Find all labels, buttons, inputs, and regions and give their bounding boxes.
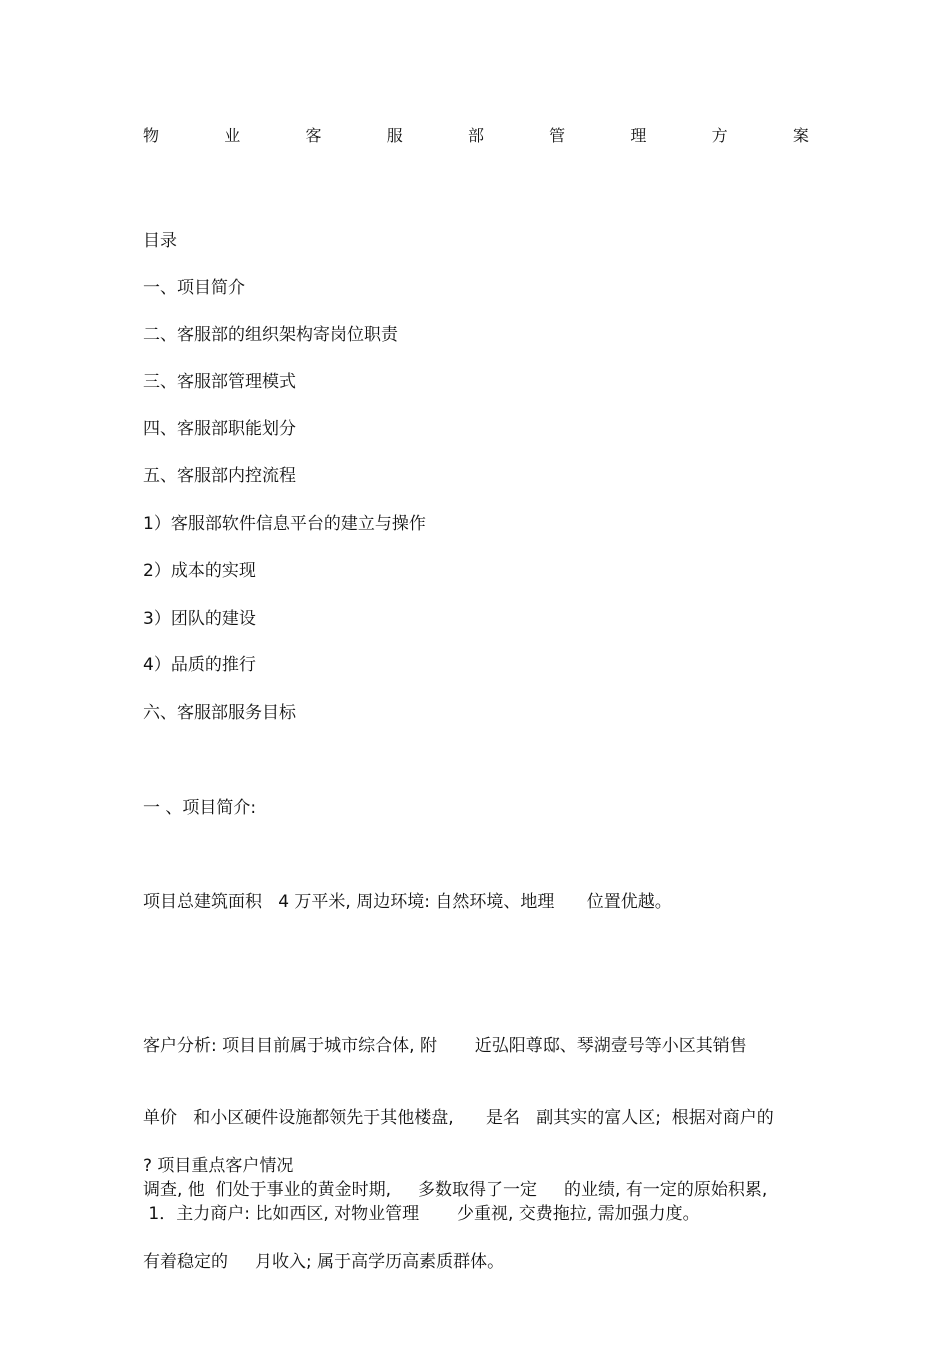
toc-item: 一、项目简介 (143, 278, 245, 298)
title-char: 方 (711, 126, 728, 145)
title-char: 客 (305, 126, 322, 145)
title-char: 物 (143, 126, 160, 145)
key-customer-item: 1．主力商户: 比如西区, 对物业管理 少重视, 交费拖拉, 需加强力度。 (143, 1204, 700, 1224)
title-char: 管 (549, 126, 566, 145)
customer-analysis-paragraph (143, 986, 808, 1322)
paragraph-line: 单价 和小区硬件设施都领先于其他楼盘, 是名 副其实的富人区; 根据对商户的 (143, 1108, 774, 1128)
toc-item: 1）客服部软件信息平台的建立与操作 (143, 514, 426, 534)
toc-heading: 目录 (143, 231, 177, 251)
paragraph-line: 客户分析: 项目目前属于城市综合体, 附 近弘阳尊邸、琴湖壹号等小区其销售 (143, 1036, 747, 1056)
title-char: 部 (467, 126, 484, 145)
title-char: 案 (792, 126, 809, 145)
toc-item: 六、客服部服务目标 (143, 703, 296, 723)
paragraph-line: 调查, 他 们处于事业的黄金时期, 多数取得了一定 的业绩, 有一定的原始积累, (143, 1180, 768, 1200)
title-char: 业 (224, 126, 241, 145)
section-heading: 一 、项目简介: (143, 798, 257, 818)
toc-item: 4）品质的推行 (143, 655, 256, 675)
title-char: 服 (386, 126, 403, 145)
document-title (143, 126, 809, 146)
toc-item: 五、客服部内控流程 (143, 466, 296, 486)
toc-item: 3）团队的建设 (143, 609, 256, 629)
title-char: 理 (630, 126, 647, 145)
toc-item: 三、客服部管理模式 (143, 372, 296, 392)
toc-item: 二、客服部的组织架构寄岗位职责 (143, 325, 398, 345)
key-customers-heading: ? 项目重点客户情况 (143, 1156, 294, 1176)
toc-item: 四、客服部职能划分 (143, 419, 296, 439)
paragraph-line: 有着稳定的 月收入; 属于高学历高素质群体。 (143, 1252, 505, 1272)
toc-item: 2）成本的实现 (143, 561, 256, 581)
project-area-paragraph: 项目总建筑面积 4 万平米, 周边环境: 自然环境、地理 位置优越。 (143, 892, 672, 912)
